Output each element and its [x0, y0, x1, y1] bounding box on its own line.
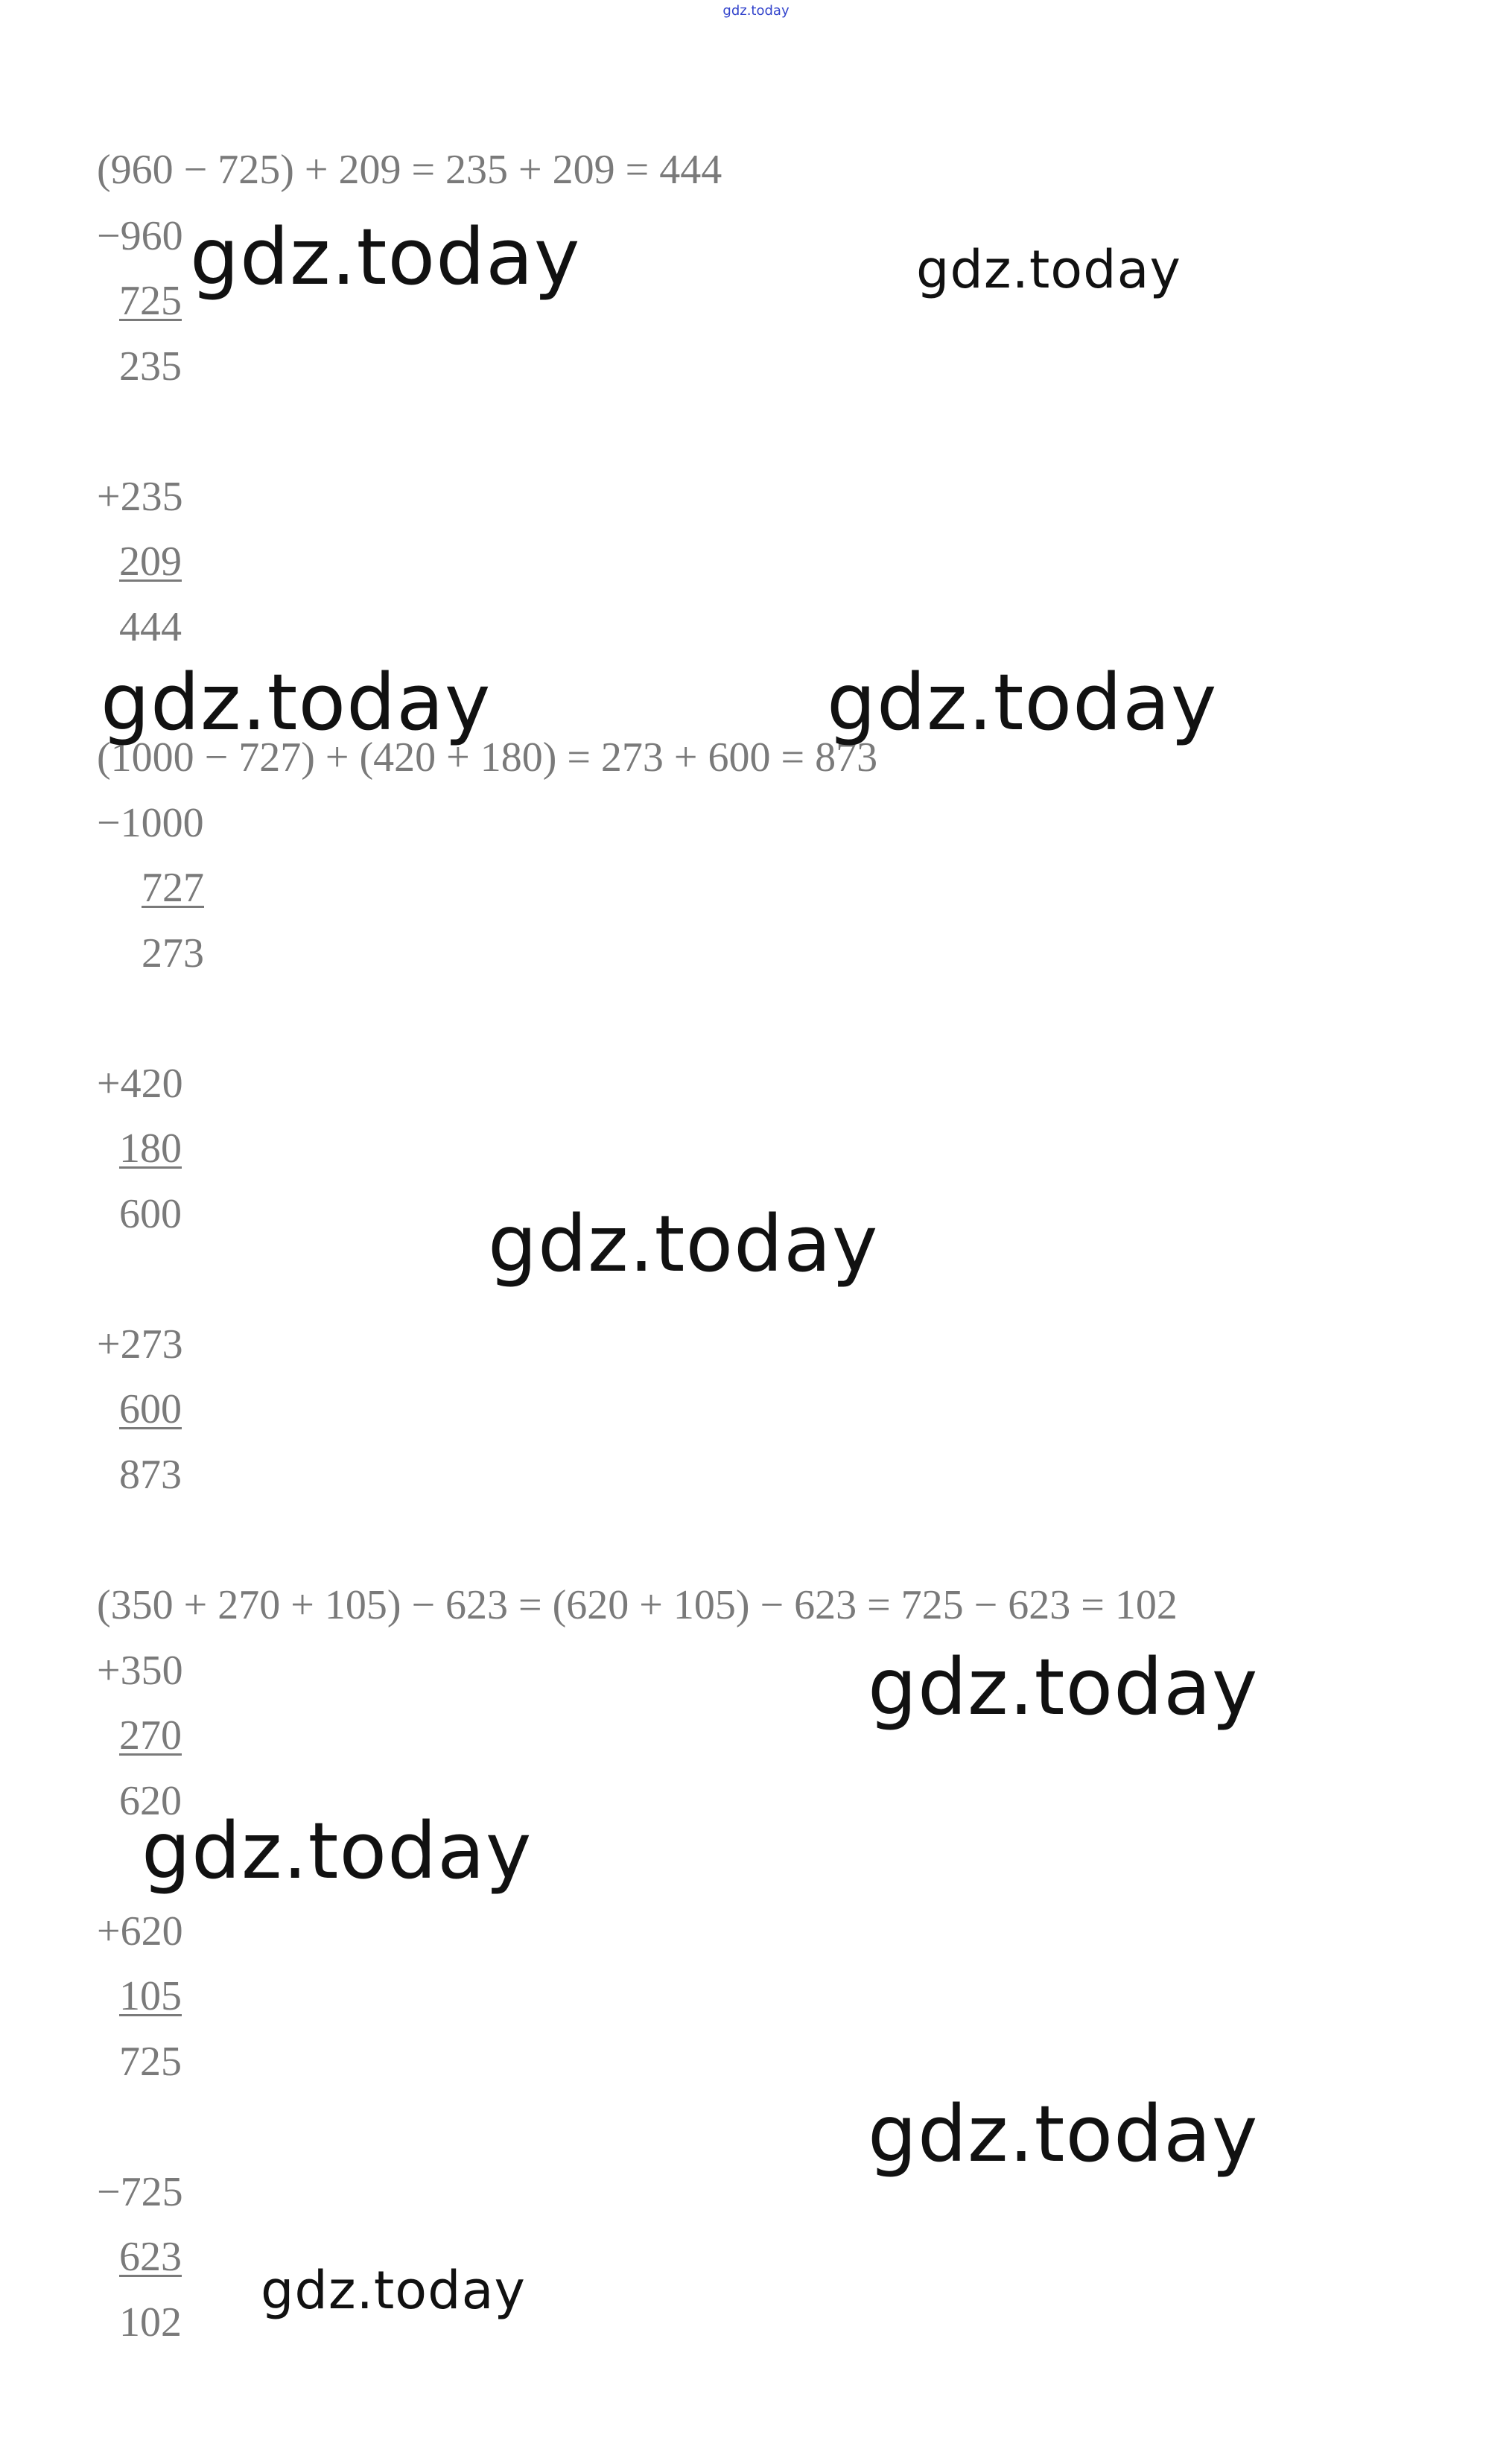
column-4-top: [97, 1060, 183, 1108]
column-5-bottom: 600: [119, 1386, 182, 1432]
column-8-bottom: 623: [119, 2234, 182, 2280]
operand: 420: [120, 1061, 183, 1107]
watermark-logo: gdz.today: [488, 1198, 879, 1289]
equation-3: (350 + 270 + 105) − 623 = (620 + 105) − 623 = 725 − 623 = 102: [97, 1582, 1178, 1628]
watermark-logo: gdz.today: [261, 2260, 526, 2321]
operator: +: [97, 1908, 121, 1954]
equation-1: (960 − 725) + 209 = 235 + 209 = 444: [97, 147, 722, 193]
operand: 273: [120, 1321, 183, 1368]
column-4-result: 600: [119, 1191, 182, 1237]
column-7-bottom: 105: [119, 1973, 182, 2019]
watermark-logo: gdz.today: [916, 239, 1181, 300]
column-2-result: 444: [119, 604, 182, 650]
operand: 620: [120, 1908, 183, 1954]
operator: +: [97, 1061, 121, 1107]
column-3-result: 273: [142, 930, 204, 976]
operator: +: [97, 474, 121, 520]
column-1-top: [97, 212, 183, 260]
operand: 350: [120, 1648, 183, 1694]
operand: 1000: [120, 800, 204, 846]
operator: +: [97, 1321, 121, 1368]
header-watermark: gdz.today: [722, 3, 790, 19]
watermark-logo: gdz.today: [142, 1806, 533, 1896]
column-5-result: 873: [119, 1452, 182, 1498]
operator: +: [97, 1648, 121, 1694]
column-1-result: 235: [119, 343, 182, 390]
column-8-top: [97, 2168, 183, 2216]
operand: 960: [120, 213, 183, 259]
column-5-top: [97, 1321, 183, 1368]
column-2-top: [97, 473, 183, 521]
watermark-logo: gdz.today: [101, 657, 492, 748]
watermark-logo: gdz.today: [827, 657, 1218, 748]
column-8-result: 102: [119, 2299, 182, 2346]
column-3-bottom: 727: [142, 865, 204, 911]
operator: −: [97, 2169, 121, 2215]
column-2-bottom: 209: [119, 539, 182, 585]
column-7-result: 725: [119, 2039, 182, 2085]
column-3-top: [97, 799, 204, 847]
column-4-bottom: 180: [119, 1125, 182, 1172]
operand: 235: [120, 474, 183, 520]
watermark-logo: gdz.today: [868, 2089, 1259, 2179]
watermark-logo: gdz.today: [868, 1642, 1259, 1733]
column-6-result: 620: [119, 1778, 182, 1824]
column-1-bottom: 725: [119, 278, 182, 324]
operator: −: [97, 800, 121, 846]
operator: −: [97, 213, 121, 259]
column-7-top: [97, 1908, 183, 1955]
column-6-bottom: 270: [119, 1712, 182, 1759]
operand: 725: [120, 2169, 183, 2215]
column-6-top: [97, 1647, 183, 1695]
equation-2: (1000 − 727) + (420 + 180) = 273 + 600 = 873: [97, 734, 878, 781]
watermark-logo: gdz.today: [190, 212, 581, 302]
